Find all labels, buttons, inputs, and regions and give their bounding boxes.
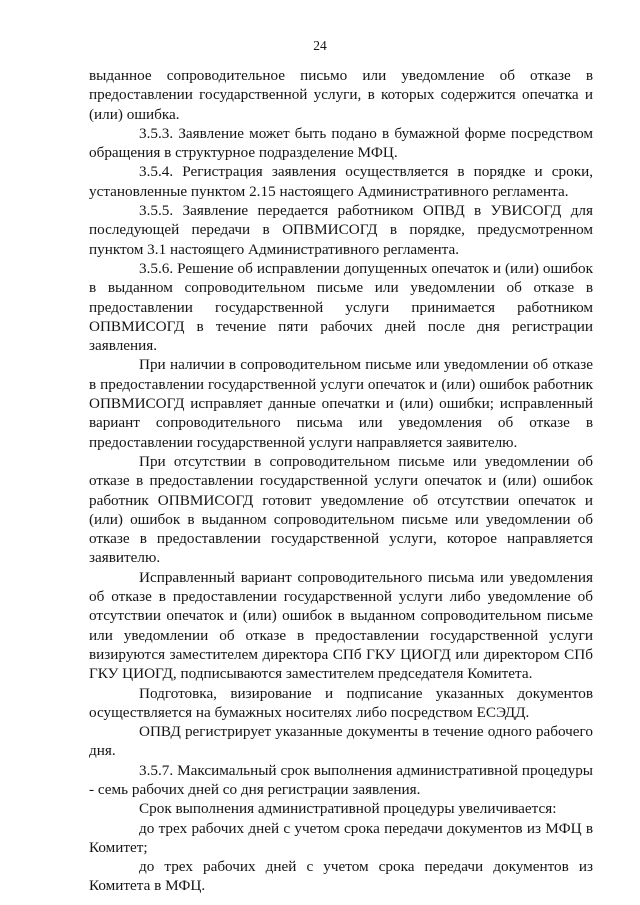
paragraph: Срок выполнения административной процедуры увеличивается: — [139, 800, 557, 818]
paragraph: 3.5.7. Максимальный срок выполнения административной процедуры - семь рабочих дней со дня регистрации заявления. — [89, 761, 593, 798]
paragraph: 3.5.5. Заявление передается работником ОПВД в УВИСОГД для последующей передачи в ОПВМИСОГД в порядке, предусмотренном пунктом 3.1 настоящего Административного регламента. — [89, 202, 593, 258]
paragraph: ОПВД регистрирует указанные документы в течение одного рабочего дня. — [89, 723, 593, 760]
paragraph: до трех рабочих дней с учетом срока передачи документов из Комитета в МФЦ. — [89, 858, 593, 895]
paragraph: Исправленный вариант сопроводительного письма или уведомления об отказе в предоставлении государственной услуги либо уведомление об отсутствии опечаток и (или) ошибок в выданном сопроводительном письме или уведомлении об отказе в предоставлении государственной услуги визируются заместителем директора СПб ГКУ ЦИОГД или директором СПб ГКУ ЦИОГД, подписываются заместителем председателя Комитета. — [89, 568, 593, 683]
paragraph: 3.5.3. Заявление может быть подано в бумажной форме посредством обращения в структурное подразделение МФЦ. — [89, 124, 593, 162]
paragraph: Подготовка, визирование и подписание указанных документов осуществляется на бумажных носителях либо посредством ЕСЭДД. — [89, 684, 593, 721]
page-number: 24 — [313, 38, 327, 53]
paragraph: 3.5.4. Регистрация заявления осуществляется в порядке и сроки, установленные пунктом 2.15 настоящего Административного регламента. — [89, 163, 593, 200]
paragraph: При наличии в сопроводительном письме или уведомлении об отказе в предоставлении государственной услуги опечаток и (или) ошибок работник ОПВМИСОГД исправляет данные опечатки и (или) ошибки; исправленный вариант сопроводительного письма или уведомления об отказе в предоставлении государственной услуги направляется заявителю. — [89, 356, 593, 451]
paragraph: выданное сопроводительное письмо или уведомление об отказе в предоставлении государственной услуги, в которых содержится опечатка и (или) ошибка. — [89, 67, 593, 123]
document-body — [89, 66, 593, 896]
paragraph: При отсутствии в сопроводительном письме или уведомлении об отказе в предоставлении государственной услуги опечаток и (или) ошибок работник ОПВМИСОГД готовит уведомление об отсутствии опечаток и (или) ошибок в выданном сопроводительном письме или уведомлении об отказе в предоставлении государственной услуги, которое направляется заявителю. — [89, 452, 593, 567]
paragraph: до трех рабочих дней с учетом срока передачи документов из МФЦ в Комитет; — [89, 819, 593, 856]
paragraph: 3.5.6. Решение об исправлении допущенных опечаток и (или) ошибок в выданном сопроводительном письме или уведомлении об отказе в предоставлении государственной услуги принимается работником ОПВМИСОГД в течение пяти рабочих дней после дня регистрации заявления. — [89, 259, 593, 355]
